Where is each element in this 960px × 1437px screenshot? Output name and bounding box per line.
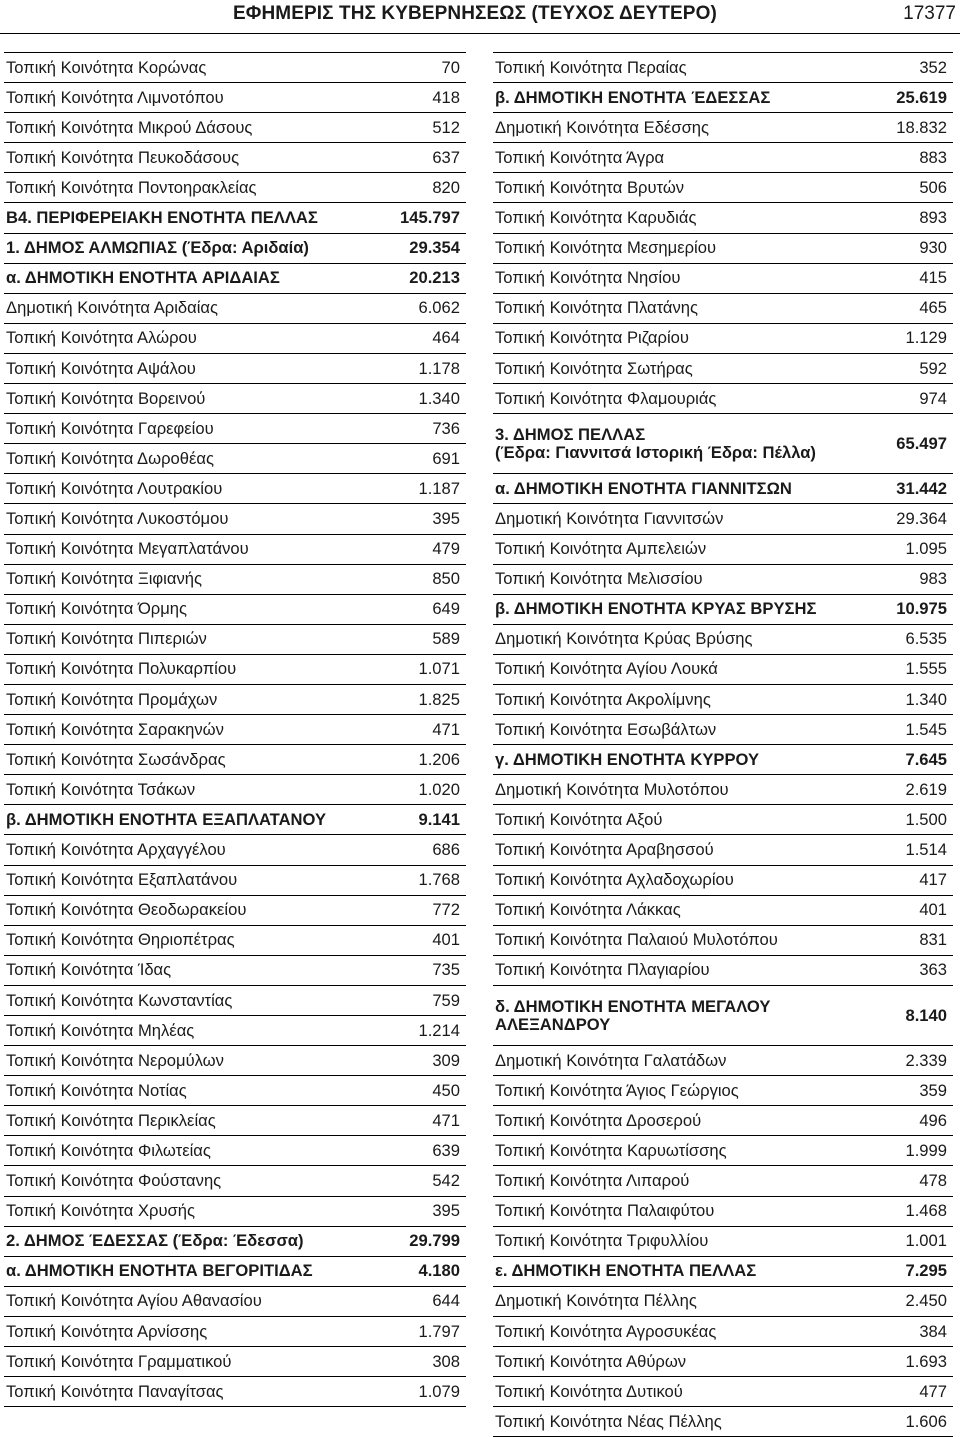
table-row [493,685,953,715]
municipality-name: Τοπική Κοινότητα Σωτήρας [495,358,693,378]
population-value: 384 [919,1321,947,1341]
population-value: 464 [432,328,460,348]
table-row [493,1076,953,1106]
table-row [493,1227,953,1257]
table-row [493,775,953,805]
municipality-name: Τοπική Κοινότητα Αγίου Λουκά [495,659,718,679]
population-value: 25.619 [896,87,947,107]
table-row [4,264,466,294]
population-value: 639 [432,1140,460,1160]
table-row [493,1166,953,1196]
table-row [4,1347,466,1377]
population-value: 31.442 [896,478,947,498]
population-value: 1.555 [905,659,947,679]
table-row [4,986,466,1016]
table-row [493,384,953,414]
population-value: 1.340 [905,689,947,709]
table-row [493,504,953,534]
municipality-name: Τοπική Κοινότητα Αθύρων [495,1351,687,1371]
table-row [4,1317,466,1347]
population-value: 772 [432,900,460,920]
table-row [493,113,953,143]
population-value: 2.450 [905,1291,947,1311]
population-value: 649 [432,599,460,619]
table-row [493,324,953,354]
table-row [493,1287,953,1317]
municipality-name: β. ΔΗΜΟΤΙΚΗ ΕΝΟΤΗΤΑ ΚΡΥΑΣ ΒΡΥΣΗΣ [495,599,817,619]
page-header [0,0,960,30]
municipality-name: Τοπική Κοινότητα Παναγίτσας [6,1381,224,1401]
table-row [4,1287,466,1317]
table-row [493,835,953,865]
population-value: 2.339 [905,1050,947,1070]
table-row [4,1257,466,1287]
table-row [493,805,953,835]
population-value: 1.606 [905,1411,947,1431]
population-value: 1.514 [905,840,947,860]
table-row [4,504,466,534]
municipality-name: Δημοτική Κοινότητα Πέλλης [495,1291,697,1311]
municipality-name: Τοπική Κοινότητα Δροσερού [495,1110,702,1130]
table-row [4,835,466,865]
municipality-name: Τοπική Κοινότητα Μηλέας [6,1020,195,1040]
table-row [493,1197,953,1227]
population-value: 1.001 [905,1231,947,1251]
municipality-name: β. ΔΗΜΟΤΙΚΗ ΕΝΟΤΗΤΑ ΕΞΑΠΛΑΤΑΝΟΥ [6,809,327,829]
table-row [493,1407,953,1437]
municipality-name: Τοπική Κοινότητα Κορώνας [6,57,207,77]
municipality-name: Τοπική Κοινότητα Άγρα [495,147,665,167]
municipality-name: Τοπική Κοινότητα Αρχαγγέλου [6,840,226,860]
table-row [4,143,466,173]
population-value: 1.340 [418,388,460,408]
municipality-name: Τοπική Κοινότητα Παλαιού Μυλοτόπου [495,930,778,950]
table-row [4,1016,466,1046]
municipality-name: Τοπική Κοινότητα Αγροσυκέας [495,1321,717,1341]
table-row [4,324,466,354]
population-value: 471 [432,719,460,739]
table-row [4,474,466,504]
table-row [493,53,953,83]
municipality-name: Τοπική Κοινότητα Ριζαρίου [495,328,689,348]
municipality-name: Τοπική Κοινότητα Καρυωτίσσης [495,1140,727,1160]
population-value: 1.020 [418,779,460,799]
municipality-name: Τοπική Κοινότητα Τριφυλλίου [495,1231,709,1251]
table-row [493,1317,953,1347]
table-row [4,294,466,324]
population-value: 589 [432,629,460,649]
municipality-name: α. ΔΗΜΟΤΙΚΗ ΕΝΟΤΗΤΑ ΑΡΙΔΑΙΑΣ [6,268,280,288]
municipality-name: Τοπική Κοινότητα Νερομύλων [6,1050,224,1070]
municipality-name: Τοπική Κοινότητα Αψάλου [6,358,196,378]
population-value: 1.129 [905,328,947,348]
municipality-name: δ. ΔΗΜΟΤΙΚΗ ΕΝΟΤΗΤΑ ΜΕΓΑΛΟΥ ΑΛΕΞΑΝΔΡΟΥ [495,996,771,1034]
population-value: 29.354 [409,238,460,258]
population-value: 395 [432,509,460,528]
table-row [4,595,466,625]
population-value: 29.364 [896,509,947,528]
table-row [4,956,466,986]
population-value: 592 [919,358,947,378]
municipality-name: Τοπική Κοινότητα Εσωβάλτων [495,719,717,739]
population-value: 145.797 [400,208,460,228]
table-row [493,234,953,264]
municipality-name: 1. ΔΗΜΟΣ ΑΛΜΩΠΙΑΣ (Έδρα: Αριδαία) [6,238,309,258]
table-row [4,775,466,805]
municipality-name: β. ΔΗΜΟΤΙΚΗ ΕΝΟΤΗΤΑ ΈΔΕΣΣΑΣ [495,87,771,107]
population-value: 6.535 [905,629,947,649]
municipality-name: 2. ΔΗΜΟΣ ΈΔΕΣΣΑΣ (Έδρα: Έδεσσα) [6,1231,304,1251]
population-value: 930 [919,238,947,258]
municipality-name: Τοπική Κοινότητα Νέας Πέλλης [495,1411,722,1431]
population-value: 465 [919,298,947,318]
municipality-name: Τοπική Κοινότητα Ξιφιανής [6,569,202,589]
table-row [4,1136,466,1166]
table-row [4,53,466,83]
municipality-name: Τοπική Κοινότητα Λιπαρού [495,1171,690,1191]
municipality-name: Τοπική Κοινότητα Λιμνοτόπου [6,87,224,107]
municipality-name: Δημοτική Κοινότητα Εδέσσης [495,117,710,137]
population-value: 308 [432,1351,460,1371]
population-value: 506 [919,177,947,197]
municipality-name: Δημοτική Κοινότητα Κρύας Βρύσης [495,629,753,649]
municipality-name: Τοπική Κοινότητα Πλατάνης [495,298,699,318]
population-value: 1.500 [905,809,947,829]
population-value: 1.768 [418,870,460,890]
population-value: 352 [919,57,947,77]
population-value: 471 [432,1110,460,1130]
population-value: 1.214 [418,1020,460,1040]
population-value: 735 [432,960,460,980]
gazette-title: ΕΦΗΜΕΡΙΣ ΤΗΣ ΚΥΒΕΡΝΗΣΕΩΣ (ΤΕΥΧΟΣ ΔΕΥΤΕΡΟ) [233,3,717,24]
municipality-name: Τοπική Κοινότητα Βορεινού [6,388,206,408]
population-value: 820 [432,177,460,197]
population-value: 9.141 [418,809,460,829]
population-value: 401 [919,900,947,920]
population-value: 1.797 [418,1321,460,1341]
population-value: 418 [432,87,460,107]
table-row [493,1106,953,1136]
table-row [4,625,466,655]
population-value: 1.999 [905,1140,947,1160]
municipality-name: Τοπική Κοινότητα Λουτρακίου [6,478,223,498]
municipality-name: Τοπική Κοινότητα Αγίου Αθανασίου [6,1291,262,1311]
municipality-name: Τοπική Κοινότητα Πλαγιαρίου [495,960,710,980]
table-row [493,474,953,504]
left-table [4,52,466,1407]
population-value: 309 [432,1050,460,1070]
municipality-name: ε. ΔΗΜΟΤΙΚΗ ΕΝΟΤΗΤΑ ΠΕΛΛΑΣ [495,1261,757,1281]
table-row [4,1227,466,1257]
municipality-name: Δημοτική Κοινότητα Μυλοτόπου [495,779,729,799]
population-value: 7.295 [905,1261,947,1281]
population-value: 6.062 [418,298,460,318]
municipality-name: Τοπική Κοινότητα Μεγαπλατάνου [6,539,249,559]
municipality-name: Τοπική Κοινότητα Γραμματικού [6,1351,232,1371]
municipality-name: Τοπική Κοινότητα Πευκοδάσους [6,147,240,167]
municipality-name: Τοπική Κοινότητα Ίδας [6,960,172,980]
population-value: 542 [432,1171,460,1191]
municipality-name: Τοπική Κοινότητα Δυτικού [495,1381,683,1401]
table-row [4,805,466,835]
table-row [4,1046,466,1076]
municipality-name: Τοπική Κοινότητα Φιλωτείας [6,1140,211,1160]
population-value: 65.497 [896,433,947,453]
table-row [4,565,466,595]
population-value: 450 [432,1080,460,1100]
municipality-name: Τοπική Κοινότητα Φλαμουριάς [495,388,717,408]
table-row [493,595,953,625]
population-value: 1.206 [418,749,460,769]
table-row [4,926,466,956]
header-rule [0,33,960,34]
municipality-name: Β4. ΠΕΡΙΦΕΡΕΙΑΚΗ ΕΝΟΤΗΤΑ ΠΕΛΛΑΣ [6,208,318,228]
table-row [493,655,953,685]
municipality-name: Τοπική Κοινότητα Πιπεριών [6,629,207,649]
municipality-name: Τοπική Κοινότητα Θηριοπέτρας [6,930,235,950]
table-row [493,354,953,384]
table-row [493,745,953,775]
population-value: 850 [432,569,460,589]
municipality-name: Τοπική Κοινότητα Περικλείας [6,1110,216,1130]
municipality-name: Τοπική Κοινότητα Νησίου [495,268,681,288]
population-value: 1.825 [418,689,460,709]
population-value: 4.180 [418,1261,460,1281]
table-row [4,1197,466,1227]
population-value: 479 [432,539,460,559]
municipality-name: Τοπική Κοινότητα Μικρού Δάσους [6,117,253,137]
population-value: 893 [919,208,947,228]
page-number: 17377 [903,3,956,24]
table-row [4,113,466,143]
population-value: 415 [919,268,947,288]
population-value: 20.213 [409,268,460,288]
municipality-name: Τοπική Κοινότητα Αραβησσού [495,840,714,860]
population-value: 363 [919,960,947,980]
table-row [4,535,466,565]
municipality-name: Δημοτική Κοινότητα Αριδαίας [6,298,219,318]
municipality-name: Τοπική Κοινότητα Σωσάνδρας [6,749,226,769]
table-row [4,896,466,926]
population-value: 1.468 [905,1201,947,1221]
municipality-name: Τοπική Κοινότητα Λάκκας [495,900,681,920]
population-value: 637 [432,147,460,167]
table-row [4,354,466,384]
municipality-name: Δημοτική Κοινότητα Γαλατάδων [495,1050,727,1070]
population-value: 644 [432,1291,460,1311]
population-value: 417 [919,870,947,890]
municipality-name: Τοπική Κοινότητα Τσάκων [6,779,196,799]
table-row [493,625,953,655]
municipality-name: Τοπική Κοινότητα Προμάχων [6,689,218,709]
table-row [4,1166,466,1196]
municipality-name: Τοπική Κοινότητα Δωροθέας [6,448,214,468]
population-value: 70 [441,57,460,77]
table-row [493,926,953,956]
municipality-name: Τοπική Κοινότητα Σαρακηνών [6,719,224,739]
table-row [493,565,953,595]
municipality-name: Δημοτική Κοινότητα Γιαννιτσών [495,509,724,528]
population-value: 686 [432,840,460,860]
table-row [493,1136,953,1166]
population-value: 983 [919,569,947,589]
table-row [493,1347,953,1377]
municipality-name: Τοπική Κοινότητα Ακρολίμνης [495,689,711,709]
table-row [4,444,466,474]
table-row [4,234,466,264]
municipality-name: Τοπική Κοινότητα Θεοδωρακείου [6,900,247,920]
table-row [4,685,466,715]
table-row [4,1377,466,1407]
population-value: 7.645 [905,749,947,769]
table-row [493,986,953,1046]
table-row [4,655,466,685]
table-row [493,83,953,113]
municipality-name: Τοπική Κοινότητα Αξού [495,809,663,829]
population-value: 359 [919,1080,947,1100]
municipality-name: Τοπική Κοινότητα Μεσημερίου [495,238,717,258]
population-value: 1.178 [418,358,460,378]
right-table [493,52,953,1437]
table-row [4,866,466,896]
municipality-name: Τοπική Κοινότητα Μελισσίου [495,569,703,589]
table-row [493,264,953,294]
municipality-name: Τοπική Κοινότητα Χρυσής [6,1201,196,1221]
population-value: 395 [432,1201,460,1221]
table-row [493,1257,953,1287]
population-value: 18.832 [896,117,947,137]
municipality-name: Τοπική Κοινότητα Καρυδιάς [495,208,697,228]
table-row [4,745,466,775]
population-value: 401 [432,930,460,950]
table-row [493,1046,953,1076]
table-row [493,414,953,474]
municipality-name: Τοπική Κοινότητα Λυκοστόμου [6,509,229,528]
population-value: 496 [919,1110,947,1130]
municipality-name: Τοπική Κοινότητα Φούστανης [6,1171,222,1191]
municipality-name: γ. ΔΗΜΟΤΙΚΗ ΕΝΟΤΗΤΑ ΚΥΡΡΟΥ [495,749,760,769]
municipality-name: Τοπική Κοινότητα Γαρεφείου [6,418,214,438]
municipality-name: Τοπική Κοινότητα Αχλαδοχωρίου [495,870,734,890]
table-row [4,384,466,414]
table-row [4,414,466,444]
population-value: 1.095 [905,539,947,559]
table-row [4,203,466,233]
population-value: 974 [919,388,947,408]
table-row [493,866,953,896]
table-row [493,294,953,324]
table-row [4,1106,466,1136]
population-value: 883 [919,147,947,167]
population-value: 1.071 [418,659,460,679]
municipality-name: Τοπική Κοινότητα Πολυκαρπίου [6,659,237,679]
population-value: 477 [919,1381,947,1401]
population-value: 1.187 [418,478,460,498]
table-row [493,203,953,233]
municipality-name: Τοπική Κοινότητα Αμπελειών [495,539,707,559]
table-row [4,173,466,203]
population-value: 1.079 [418,1381,460,1401]
population-value: 759 [432,990,460,1010]
population-value: 29.799 [409,1231,460,1251]
table-row [493,173,953,203]
municipality-name: Τοπική Κοινότητα Άγιος Γεώργιος [495,1080,739,1100]
table-row [493,535,953,565]
population-value: 1.693 [905,1351,947,1371]
population-value: 10.975 [896,599,947,619]
table-row [493,1377,953,1407]
municipality-name: Τοπική Κοινότητα Περαίας [495,57,687,77]
population-value: 512 [432,117,460,137]
table-row [493,715,953,745]
municipality-name: Τοπική Κοινότητα Ποντοηρακλείας [6,177,257,197]
table-row [493,896,953,926]
table-row [493,143,953,173]
population-value: 2.619 [905,779,947,799]
municipality-name: Τοπική Κοινότητα Νοτίας [6,1080,187,1100]
municipality-name: Τοπική Κοινότητα Παλαιφύτου [495,1201,715,1221]
table-row [493,956,953,986]
municipality-name: α. ΔΗΜΟΤΙΚΗ ΕΝΟΤΗΤΑ ΓΙΑΝΝΙΤΣΩΝ [495,478,792,498]
table-row [4,715,466,745]
table-row [4,83,466,113]
population-value: 1.545 [905,719,947,739]
population-value: 8.140 [905,1005,947,1025]
population-value: 831 [919,930,947,950]
population-value: 736 [432,418,460,438]
municipality-name: α. ΔΗΜΟΤΙΚΗ ΕΝΟΤΗΤΑ ΒΕΓΟΡΙΤΙΔΑΣ [6,1261,313,1281]
municipality-name: 3. ΔΗΜΟΣ ΠΕΛΛΑΣ (Έδρα: Γιαννιτσά Ιστορική Έδρα: Πέλλα) [495,424,816,462]
municipality-name: Τοπική Κοινότητα Αλώρου [6,328,197,348]
municipality-name: Τοπική Κοινότητα Αρνίσσης [6,1321,208,1341]
municipality-name: Τοπική Κοινότητα Όρμης [6,599,188,619]
municipality-name: Τοπική Κοινότητα Κωνσταντίας [6,990,233,1010]
population-value: 691 [432,448,460,468]
municipality-name: Τοπική Κοινότητα Εξαπλατάνου [6,870,238,890]
population-value: 478 [919,1171,947,1191]
municipality-name: Τοπική Κοινότητα Βρυτών [495,177,685,197]
table-row [4,1076,466,1106]
